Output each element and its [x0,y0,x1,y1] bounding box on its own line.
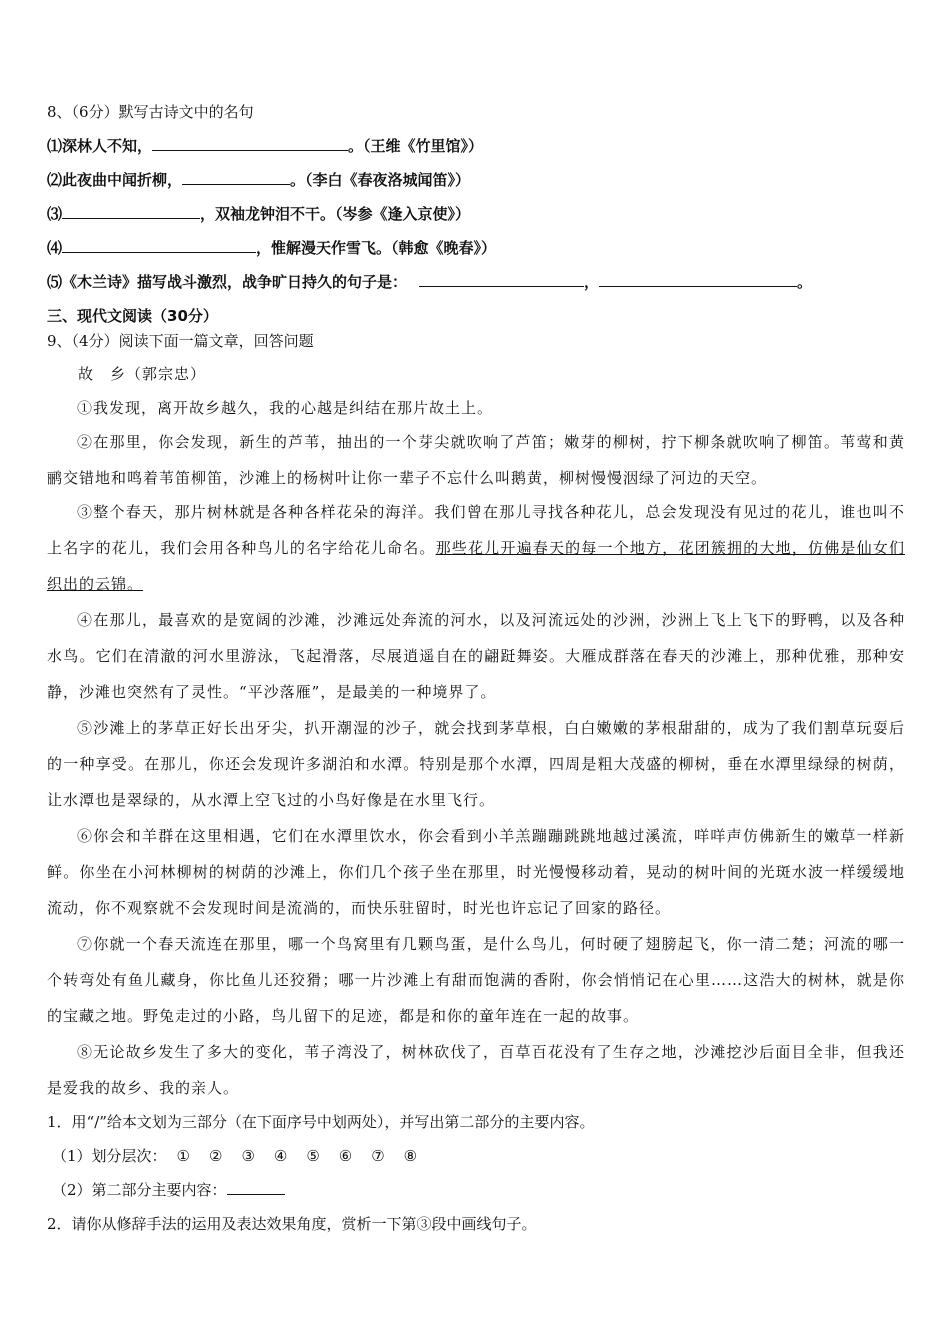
q9-sub-question-1: 1．用“/”给本文划为三部分（在下面序号中划两处），并写出第二部分的主要内容。 [47,1113,595,1131]
q8-item-4-after: ，惟解漫天作雪飞。（韩愈《晚春》） [256,239,497,257]
q8-item-4-before: ⑷ [47,239,63,257]
article-paragraph-5: ⑤沙滩上的茅草正好长出牙尖，扒开潮湿的沙子，就会找到茅草根，白白嫩嫩的茅根甜甜的，成为了我们割草玩耍后的一种享受。在那儿，你还会发现许多湖泊和水潭。特别是那个水潭，四周是粗大茂盛的柳树，垂在水潭里绿绿的树荫，让水潭也是翠绿的，从水潭上空飞过的小鸟好像是在水里飞行。 [47,719,905,809]
q8-item-1 [47,136,483,156]
q8-item-1-before: ⑴深林人不知， [47,137,153,155]
article-paragraph-6: ⑥你会和羊群在这里相遇，它们在水潭里饮水，你会看到小羊羔蹦蹦跳跳地越过溪流，咩咩声仿佛新生的嫩草一样新鲜。你坐在小河林柳树的树荫的沙滩上，你们几个孩子坐在那里，时光慢慢移动着，晃动的树叶间的光斑水波一样缓缓地流动，你不观察就不会发现时间是流淌的，而快乐驻留时，时光也许忘记了回家的路径。 [47,827,905,917]
section-3-heading: 三、现代文阅读（30分） [47,307,218,325]
q8-item-1-blank[interactable] [152,136,348,151]
article-paragraph-1: ①我发现，离开故乡越久，我的心越是纠结在那片故土上。 [77,399,494,417]
q8-item-3-blank[interactable] [62,204,200,219]
q8-item-2 [47,170,470,190]
q9-sub-1a [52,1146,419,1166]
q8-item-5 [47,272,812,292]
q8-item-5-blank-1[interactable] [419,272,584,287]
article-paragraph-2: ②在那里，你会发现，新生的芦苇，抽出的一个芽尖就吹响了芦笛；嫩芽的柳树，拧下柳条就吹响了柳笛。苇莺和黄鹂交错地和鸣着苇笛柳笛，沙滩上的杨树叶让你一辈子不忘什么叫鹅黄，柳树慢慢洇绿了河边的天空。 [47,433,905,487]
sub-1b-label: （2）第二部分主要内容： [52,1181,227,1199]
paragraph-number-options[interactable]: ① ② ③ ④ ⑤ ⑥ ⑦ ⑧ [176,1147,420,1165]
article-title: 故 乡（郭宗忠） [78,365,207,383]
article-paragraph-8: ⑧无论故乡发生了多大的变化，苇子湾没了，树林砍伐了，百草百花没有了生存之地，沙滩挖沙后面目全非，但我还是爱我的故乡、我的亲人。 [47,1043,905,1097]
paragraph-3-underlined-sentence: 那些花儿开遍春天的每一个地方，花团簇拥的大地，仿佛是仙女们织出的云锦。 [47,539,905,593]
paragraph-3-text: ③整个春天，那片树林就是各种各样花朵的海洋。我们曾在那儿寻找各种花儿，总会发现没有见过的花儿，谁也叫不上名字的花儿，我们会用各种鸟儿的名字给花儿命名。 [47,503,905,557]
q8-item-2-after: 。（李白《春夜洛城闻笛》） [290,171,471,189]
sub-1b-answer-blank[interactable] [227,1180,285,1195]
q9-title: 9、（4分）阅读下面一篇文章，回答问题 [47,332,314,350]
q8-item-5-mid: ， [584,273,600,291]
q8-item-5-end: 。 [797,273,813,291]
article-paragraph-3 [47,494,905,602]
q8-item-4 [47,238,496,258]
q8-item-5-before: ⑸《木兰诗》描写战斗激烈，战争旷日持久的句子是： [47,273,408,291]
q8-title: 8、（6分）默写古诗文中的名句 [47,103,254,121]
article-paragraph-7: ⑦你就一个春天流连在那里，哪一个鸟窝里有几颗鸟蛋，是什么鸟儿，何时硬了翅膀起飞，你一清二楚；河流的哪一个转弯处有鱼儿藏身，你比鱼儿还狡猾；哪一片沙滩上有甜而饱满的香附，你会悄悄记在心里……这浩大的树林，就是你的宝藏之地。野兔走过的小路，鸟儿留下的足迹，都是和你的童年连在一起的故事。 [47,935,905,1025]
q9-sub-1b [52,1180,285,1200]
q8-item-2-blank[interactable] [182,170,290,185]
q8-item-3 [47,204,470,224]
q9-sub-question-2: 2．请你从修辞手法的运用及表达效果角度，赏析一下第③段中画线句子。 [47,1215,537,1233]
article-paragraph-4: ④在那儿，最喜欢的是宽阔的沙滩，沙滩远处奔流的河水，以及河流远处的沙洲，沙洲上飞上飞下的野鸭，以及各种水鸟。它们在清澈的河水里游泳，飞起滑落，尽展逍遥自在的翩跹舞姿。大雁成群落在春天的沙滩上，那种优雅，那种安静，沙滩也突然有了灵性。“平沙落雁”，是最美的一种境界了。 [47,611,905,701]
q8-item-4-blank[interactable] [62,238,256,253]
q8-item-5-blank-2[interactable] [599,272,797,287]
q8-item-3-after: ，双袖龙钟泪不干。（岑参《逢入京使》） [200,205,471,223]
q8-item-2-before: ⑵此夜曲中闻折柳， [47,171,183,189]
sub-1a-label: （1）划分层次： [52,1147,167,1165]
q8-item-1-after: 。（王维《竹里馆》） [348,137,484,155]
q8-item-3-before: ⑶ [47,205,63,223]
